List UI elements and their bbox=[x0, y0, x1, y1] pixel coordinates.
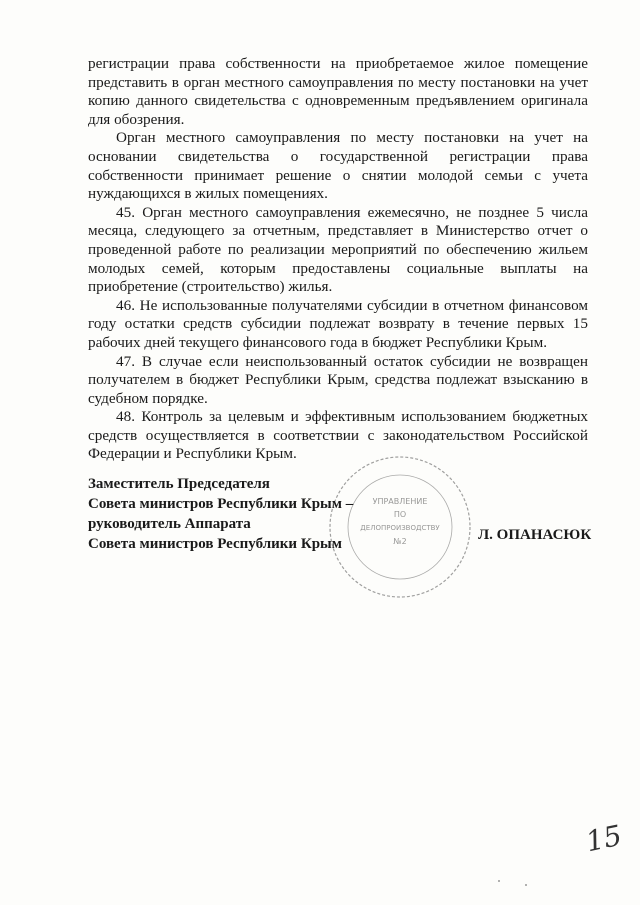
page-number: 15 bbox=[582, 818, 625, 859]
paragraph: 47. В случае если неиспользованный остаток субсидии не возвращен получателем в бюджет Республики Крым, средства подлежат взысканию в судебном порядке. bbox=[88, 352, 588, 407]
stamp-line3: ДЕЛОПРОИЗВОДСТВУ bbox=[360, 524, 440, 532]
stamp-line4: №2 bbox=[393, 537, 407, 546]
paragraph: 48. Контроль за целевым и эффективным использованием бюджетных средств осуществляется в соответствии с законодательством Российской Федерации и Республики Крым. bbox=[88, 408, 588, 463]
document-body bbox=[88, 55, 588, 464]
stamp-line1: УПРАВЛЕНИЕ bbox=[372, 497, 428, 506]
signer-title-line: руководитель Аппарата bbox=[88, 516, 251, 532]
signer-name: Л. ОПАНАСЮК bbox=[478, 527, 592, 543]
signer-title-line: Совета министров Республики Крым – bbox=[88, 496, 354, 512]
stamp-line2: ПО bbox=[393, 510, 407, 519]
paragraph: 46. Не использованные получателями субсидии в отчетном финансовом году остатки средств субсидии подлежат возврату в течение первых 15 рабочих дней текущего финансового года в бюджет Республики Крым. bbox=[88, 296, 588, 351]
paragraph: Орган местного самоуправления по месту постановки на учет на основании свидетельства о государственной регистрации права собственности принимает решение о снятии молодой семьи с учета нуждающихся в жилых помещениях. bbox=[88, 129, 588, 203]
scan-speck bbox=[498, 880, 500, 882]
paragraph: регистрации права собственности на приобретаемое жилое помещение представить в орган местного самоуправления по месту постановки на учет копию данного свидетельства с одновременным предъявлением оригинала для обозрения. bbox=[88, 55, 588, 128]
paragraph: 45. Орган местного самоуправления ежемесячно, не позднее 5 числа месяца, следующего за отчетным, представляет в Министерство отчет о проведенной работе по реализации мероприятий по обеспечению жильем молодых семей, которым предоставлены социальные выплаты на приобретение (строительство) жилья. bbox=[88, 203, 588, 296]
signer-title-line: Совета министров Республики Крым bbox=[88, 536, 342, 552]
signer-title-line: Заместитель Председателя bbox=[88, 476, 270, 492]
scan-speck bbox=[525, 884, 527, 886]
